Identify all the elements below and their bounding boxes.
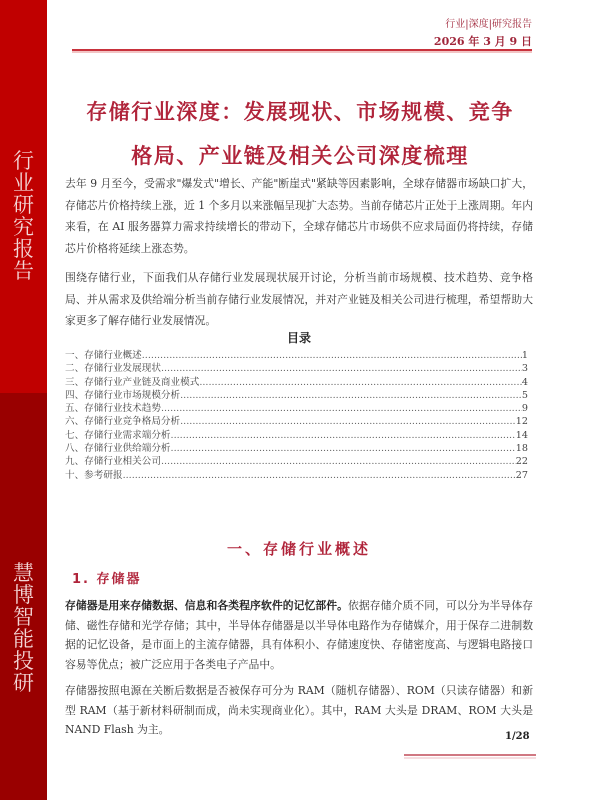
toc-item-page: 12 xyxy=(515,416,528,428)
key-sentence: 存储器是用来存储数据、信息和各类程序软件的记忆部件。 xyxy=(65,599,349,612)
toc-leader-dots xyxy=(171,442,516,455)
toc-item[interactable] xyxy=(65,469,528,482)
toc-leader-dots xyxy=(199,376,522,389)
toc-item[interactable] xyxy=(65,442,528,455)
toc-item-label: 一、存储行业概述 xyxy=(65,350,142,361)
title-line-2: 格局、产业链及相关公司深度梳理 xyxy=(131,143,469,168)
toc-item-page: 5 xyxy=(521,389,528,401)
toc-item-label: 十、参考研报 xyxy=(65,469,123,481)
toc-item[interactable] xyxy=(65,376,528,389)
body-paragraph-1 xyxy=(65,596,533,674)
toc-item[interactable] xyxy=(65,349,528,362)
toc-item-label: 四、存储行业市场规模分析 xyxy=(65,389,181,401)
toc-item[interactable] xyxy=(65,455,528,468)
subsection-heading: 1. 存储器 xyxy=(72,572,142,587)
toc-item[interactable] xyxy=(65,415,528,428)
table-of-contents xyxy=(65,349,528,482)
toc-item-page: 3 xyxy=(521,363,528,375)
footer-divider xyxy=(404,754,536,756)
header-divider xyxy=(72,49,532,51)
toc-item-page: 18 xyxy=(515,443,528,455)
toc-item-page: 4 xyxy=(521,376,528,388)
intro-paragraph-2: 围绕存储行业，下面我们从存储行业发展现状展开讨论，分析当前市场规模、技术趋势、竞争格局、并从需求及供给端分析当前存储行业发展情况，并对产业链及相关公司进行梳理，希望帮助大家更多了解存储行业发展情况。 xyxy=(65,271,533,327)
toc-item[interactable] xyxy=(65,429,528,442)
toc-leader-dots xyxy=(161,362,522,375)
sidebar-brand: 慧 博 智 能 投 研 xyxy=(13,561,34,695)
toc-leader-dots xyxy=(180,415,516,428)
body-paragraph-2: 存储器按照电源在关断后数据是否被保存可分为 RAM（随机存储器）、ROM（只读存储器）和新型 RAM（基于新材料研制而成，尚未实现商业化）。其中，RAM 大头是 DRAM、ROM 大头是 NAND Flash 为主。 xyxy=(65,684,533,736)
toc-leader-dots xyxy=(123,469,516,482)
toc-item-label: 九、存储行业相关公司 xyxy=(65,456,161,468)
toc-item-page: 22 xyxy=(515,456,528,468)
intro-paragraph-1: 去年 9 月至今，受需求"爆发式"增长、产能"断崖式"紧缺等因素影响，全球存储器市场缺口扩大，存储芯片价格持续上涨，近 1 个多月以来涨幅呈现扩大态势。当前存储芯片正处于上涨周期。年内来看，在 AI 服务器算力需求持续增长的带动下，全球存储芯片市场供不应求局面仍将持续，存储芯片价格将延续上涨态势。 xyxy=(65,177,533,255)
body-text: 依据存储介质不同，可以分为半导体存储、磁性存储和光学存储；其中，半导体存储器是以半导体电路作为存储媒介，用于保存二进制数据的记忆设备，是市面上的主流存储器，具有体积小、存储速度快、存储密度高、与逻辑电路接口容易等优点；被广泛应用于各类电子产品中。 xyxy=(65,599,533,671)
toc-item[interactable] xyxy=(65,389,528,402)
title-line-1: 存储行业深度：发展现状、市场规模、竞争 xyxy=(86,99,514,124)
toc-item[interactable] xyxy=(65,362,528,375)
toc-leader-dots xyxy=(171,429,516,442)
toc-leader-dots xyxy=(161,402,522,415)
toc-item-page: 14 xyxy=(515,429,528,441)
toc-item-page: 9 xyxy=(521,403,528,415)
toc-item-label: 六、存储行业竞争格局分析 xyxy=(65,416,181,428)
toc-item-label: 三、存储行业产业链及商业模式 xyxy=(65,376,200,388)
toc-title: 目录 xyxy=(286,331,311,345)
toc-item-label: 二、存储行业发展现状 xyxy=(65,363,161,375)
toc-item-label: 五、存储行业技术趋势 xyxy=(65,403,161,415)
page-number: 1/28 xyxy=(505,731,530,742)
toc-leader-dots xyxy=(161,455,516,468)
toc-item-page: 1 xyxy=(521,350,528,361)
toc-item-label: 七、存储行业需求端分析 xyxy=(65,429,171,441)
report-date: 2026 年 3 月 9 日 xyxy=(433,35,532,48)
toc-item[interactable] xyxy=(65,402,528,415)
section-heading: 一、存储行业概述 xyxy=(226,540,371,558)
report-category: 行业|深度|研究报告 xyxy=(445,19,532,30)
page-title xyxy=(60,90,540,178)
toc-item-page: 27 xyxy=(515,469,528,481)
toc-leader-dots xyxy=(180,389,522,402)
toc-item-label: 八、存储行业供给端分析 xyxy=(65,443,171,455)
sidebar-report-type: 行 业 研 究 报 告 xyxy=(13,149,34,283)
toc-leader-dots xyxy=(142,349,522,362)
